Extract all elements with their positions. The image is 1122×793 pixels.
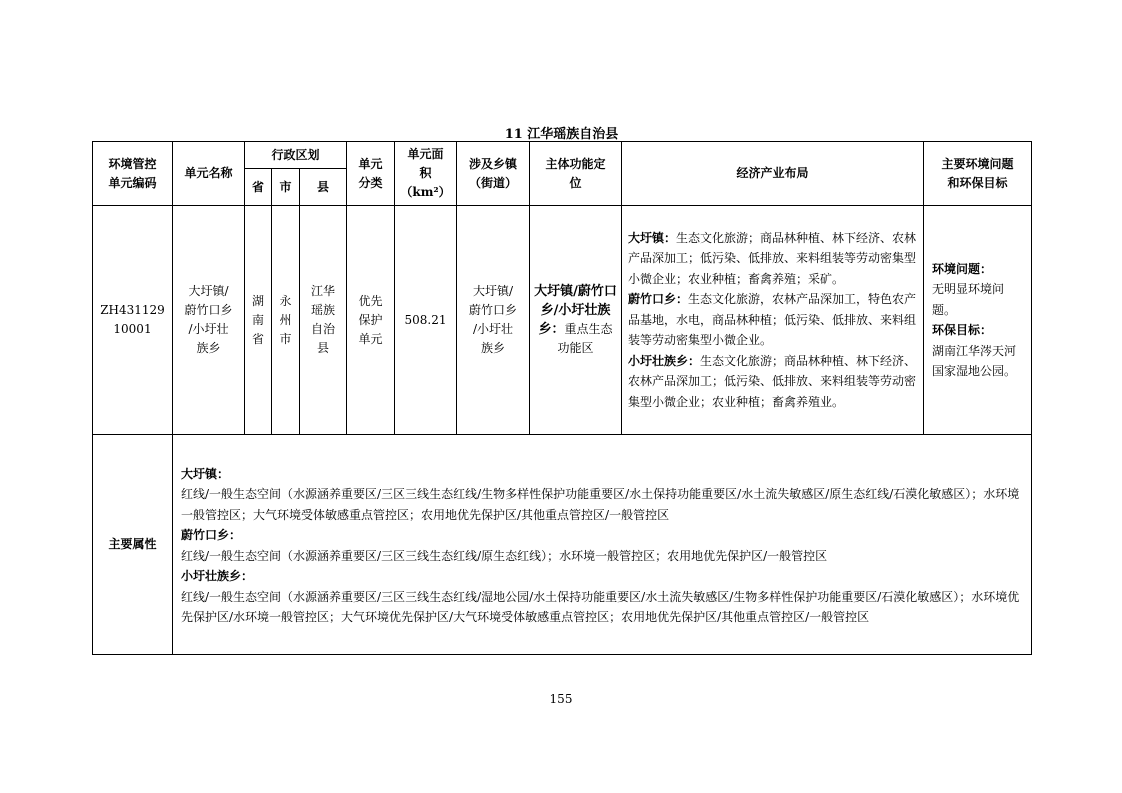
province-char: 省 (251, 331, 264, 346)
header-type-line2: 分类 (358, 175, 383, 190)
attribute-town: 小圩壮族乡： (181, 569, 254, 583)
issue-label: 环境问题： (932, 261, 993, 276)
function-towns: 大圩镇/蔚竹口乡/小圩壮族乡： (534, 284, 617, 337)
header-unit-name: 单元名称 (173, 142, 245, 206)
unit-type-line: 保护 (358, 312, 383, 327)
county-line: 县 (317, 341, 330, 355)
header-admin-division: 行政区划 (245, 142, 347, 169)
header-towns (457, 142, 530, 206)
attributes-content (173, 435, 1032, 655)
economy-text: 生态文化旅游，农林产品深加工，特色农产品基地，水电，商品林种植；低污染、低排放、来料组装等劳动密集型小微企业。 (628, 292, 917, 348)
header-type-line1: 单元 (358, 156, 383, 171)
economy-town: 蔚竹口乡： (628, 292, 689, 307)
header-main-function (530, 142, 622, 206)
towns-line: 蔚竹口乡 (469, 303, 518, 317)
table-caption: 11 江华瑶族自治县 (504, 127, 619, 142)
cell-area: 508.21 (395, 206, 457, 435)
economy-item (628, 228, 917, 290)
unit-type-line: 优先 (358, 293, 383, 308)
attribute-town: 蔚竹口乡： (181, 528, 242, 542)
cell-province (245, 206, 272, 435)
city-char: 永 (279, 293, 292, 308)
attributes-label: 主要属性 (93, 435, 173, 655)
attribute-town: 大圩镇： (181, 466, 230, 481)
economy-text: 生态文化旅游；商品林种植、林下经济、农林产品深加工；低污染、低排放、来料组装等劳动密集型小微企业；农业种植；畜禽养殖业。 (628, 353, 917, 409)
cell-economy (622, 206, 924, 435)
cell-main-function (530, 206, 622, 435)
control-unit-table (92, 141, 1032, 655)
header-function-line2: 位 (569, 175, 582, 190)
unit-name-line: 大圩镇/ (188, 284, 229, 298)
economy-text: 生态文化旅游；商品林种植、林下经济、农林产品深加工；低污染、低排放、来料组装等劳动密集型小微企业；农业种植；畜禽养殖；采矿。 (628, 230, 917, 286)
cell-city (272, 206, 300, 435)
cell-county (300, 206, 347, 435)
header-code-line1: 环境管控 (108, 156, 157, 171)
attribute-text: 红线/一般生态空间（水源涵养重要区/三区三线生态红线/生物多样性保护功能重要区/水土保持功能重要区/水土流失敏感区/原生态红线/石漠化敏感区）；水环境一般管控区；大气环境受体敏感重点管控区；农用地优先保护区/其他重点管控区/一般管控区 (181, 487, 1020, 522)
header-economy: 经济产业布局 (622, 142, 924, 206)
header-issue-line2: 和环保目标 (947, 175, 1008, 190)
header-issues-goals (924, 142, 1032, 206)
unit-name-line: /小圩壮 (188, 322, 229, 336)
header-unit-type (347, 142, 395, 206)
attribute-text: 红线/一般生态空间（水源涵养重要区/三区三线生态红线/湿地公园/水土保持功能重要区/水土流失敏感区/生物多样性保护功能重要区/石漠化敏感区）；水环境优先保护区/水环境一般管控区；大气环境优先保护区/大气环境受体敏感重点管控区；农用地优先保护区/其他重点管控区/一般管控区 (181, 589, 1020, 624)
header-towns-line1: 涉及乡镇 (469, 156, 518, 171)
city-char: 市 (279, 331, 292, 346)
goal-label: 环保目标： (932, 323, 993, 337)
unit-name-line: 蔚竹口乡 (184, 303, 233, 317)
towns-line: /小圩壮 (473, 322, 514, 336)
unit-code-line2: 10001 (113, 322, 152, 336)
header-unit-area (395, 142, 457, 206)
province-char: 南 (251, 312, 264, 327)
function-text: 重点生态功能区 (557, 322, 613, 355)
cell-unit-name (173, 206, 245, 435)
header-area-line2: 积 (419, 166, 432, 180)
attribute-text: 红线/一般生态空间（水源涵养重要区/三区三线生态红线/原生态红线）；水环境一般管控区；农用地优先保护区/一般管控区 (181, 548, 828, 563)
unit-type-line: 单元 (358, 331, 383, 346)
economy-item (628, 289, 917, 351)
issue-text: 无明显环境问题。 (932, 282, 1005, 317)
economy-item (628, 351, 917, 413)
towns-line: 族乡 (481, 341, 506, 355)
header-towns-line2: （街道） (469, 175, 518, 190)
attributes-row (93, 435, 1032, 655)
cell-towns (457, 206, 530, 435)
cell-unit-type (347, 206, 395, 435)
header-code-line2: 单元编码 (108, 175, 157, 190)
county-line: 江华 (311, 284, 336, 298)
header-unit-code (93, 142, 173, 206)
header-area-line1: 单元面 (407, 147, 444, 161)
county-line: 自治 (311, 322, 336, 336)
header-function-line1: 主体功能定 (545, 156, 606, 171)
cell-unit-code (93, 206, 173, 435)
goal-text: 湖南江华涔天河国家湿地公园。 (932, 343, 1017, 378)
table-row (93, 206, 1032, 435)
unit-code-line1: ZH431129 (100, 303, 165, 317)
cell-issues-goals (924, 206, 1032, 435)
header-province: 省 (245, 169, 272, 206)
header-area-unit: （km²） (400, 185, 451, 199)
economy-town: 小圩壮族乡： (628, 353, 701, 368)
county-line: 瑶族 (311, 303, 336, 317)
city-char: 州 (279, 312, 292, 327)
header-county: 县 (300, 169, 347, 206)
province-char: 湖 (251, 293, 264, 308)
header-city: 市 (272, 169, 300, 206)
unit-name-line: 族乡 (196, 341, 221, 355)
header-issue-line1: 主要环境问题 (941, 156, 1014, 171)
page-number: 155 (549, 692, 573, 706)
economy-town: 大圩镇： (628, 230, 677, 245)
towns-line: 大圩镇/ (473, 284, 514, 298)
